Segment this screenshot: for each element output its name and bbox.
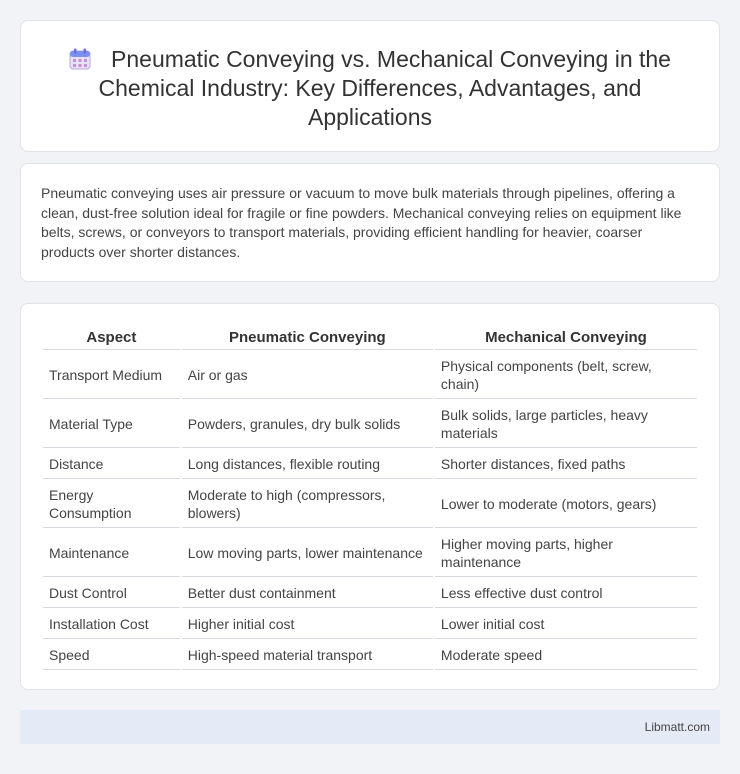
calendar-icon [69,48,91,70]
table-row [43,450,697,479]
aspect-cell: Material Type [43,401,180,448]
table-row [43,610,697,639]
comparison-card [20,303,720,690]
aspect-cell: Installation Cost [43,610,180,639]
pneumatic-cell: Higher initial cost [182,610,433,639]
mechanical-cell: Lower to moderate (motors, gears) [435,481,697,528]
aspect-cell: Speed [43,641,180,670]
table-row [43,530,697,577]
table-row [43,401,697,448]
pneumatic-cell: High-speed material transport [182,641,433,670]
table-row [43,481,697,528]
mechanical-cell: Higher moving parts, higher maintenance [435,530,697,577]
mechanical-cell: Bulk solids, large particles, heavy materials [435,401,697,448]
aspect-cell: Dust Control [43,579,180,608]
table-header-row [43,326,697,350]
footer-brand: Libmatt.com [644,720,710,734]
intro-paragraph: Pneumatic conveying uses air pressure or vacuum to move bulk materials through pipelines, offering a clean, dust-free solution ideal for fragile or fine powders. Mechanical conveying relies on equipment like belts, screws, or conveyors to transport materials, providing efficient handling for heavier, coarser products over shorter distances. [41,185,682,260]
mechanical-cell: Shorter distances, fixed paths [435,450,697,479]
mechanical-cell: Lower initial cost [435,610,697,639]
mechanical-cell: Physical components (belt, screw, chain) [435,352,697,399]
footer [20,710,720,744]
pneumatic-cell: Air or gas [182,352,433,399]
mechanical-cell: Less effective dust control [435,579,697,608]
aspect-cell: Maintenance [43,530,180,577]
table-row [43,641,697,670]
header-pneumatic: Pneumatic Conveying [182,326,433,350]
pneumatic-cell: Long distances, flexible routing [182,450,433,479]
pneumatic-cell: Moderate to high (compressors, blowers) [182,481,433,528]
pneumatic-cell: Better dust containment [182,579,433,608]
aspect-cell: Energy Consumption [43,481,180,528]
pneumatic-cell: Low moving parts, lower maintenance [182,530,433,577]
table-row [43,579,697,608]
header-aspect: Aspect [43,326,180,350]
intro-card [20,163,720,282]
mechanical-cell: Moderate speed [435,641,697,670]
page-title: Pneumatic Conveying vs. Mechanical Conveying in the Chemical Industry: Key Differences, Advantages, and Applications [98,46,671,130]
table-row [43,352,697,399]
pneumatic-cell: Powders, granules, dry bulk solids [182,401,433,448]
header-mechanical: Mechanical Conveying [435,326,697,350]
comparison-table [41,324,699,672]
title-card [20,20,720,152]
aspect-cell: Distance [43,450,180,479]
aspect-cell: Transport Medium [43,352,180,399]
